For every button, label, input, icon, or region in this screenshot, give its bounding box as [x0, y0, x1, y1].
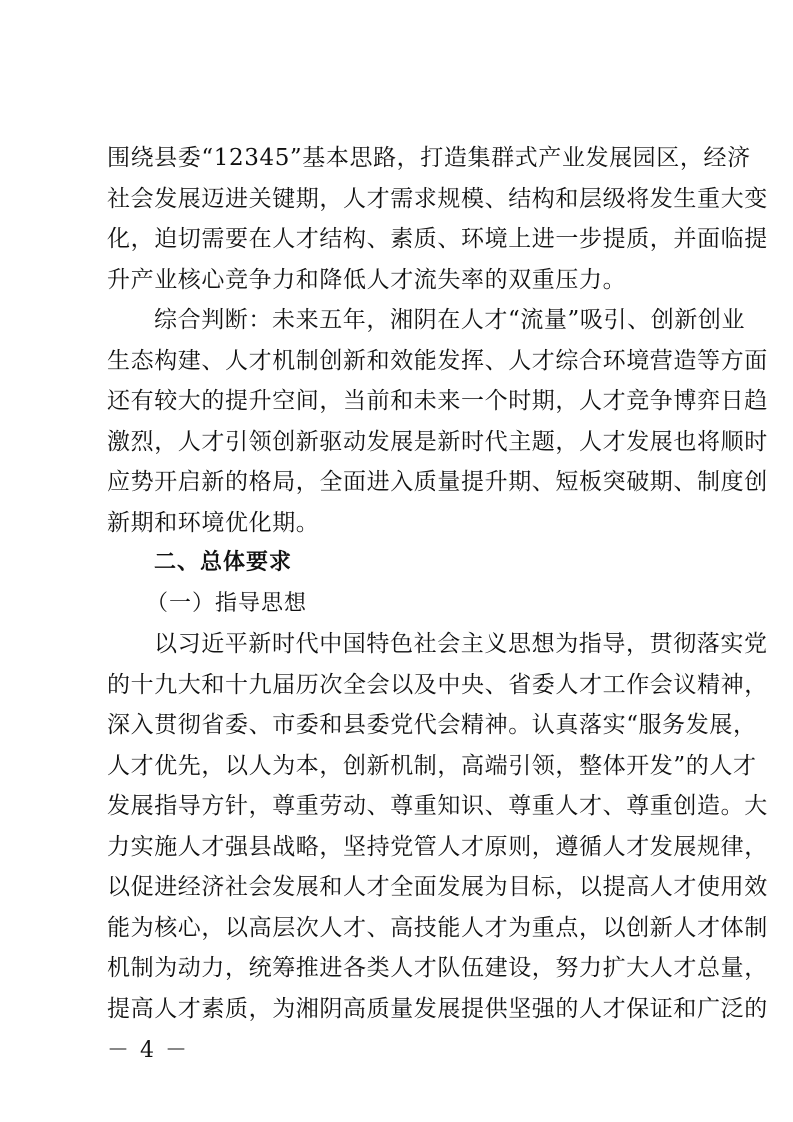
paragraph-line: 围绕县委“12345”基本思路，打造集群式产业发展园区，经济	[107, 145, 751, 171]
paragraph-line: 还有较大的提升空间，当前和未来一个时期，人才竞争博弈日趋	[107, 388, 768, 414]
page-number: － 4 －	[107, 1038, 189, 1063]
paragraph-line: 力实施人才强县战略，坚持党管人才原则，遵循人才发展规律，	[107, 834, 768, 860]
paragraph-line: 应势开启新的格局，全面进入质量提升期、短板突破期、制度创	[107, 469, 768, 495]
paragraph-line: 以习近平新时代中国特色社会主义思想为指导，贯彻落实党	[154, 631, 768, 657]
paragraph-line: 新期和环境优化期。	[107, 510, 320, 536]
paragraph-line: 人才优先，以人为本，创新机制，高端引领，整体开发”的人才	[107, 753, 757, 779]
paragraph-line: 能为核心，以高层次人才、高技能人才为重点，以创新人才体制	[107, 915, 768, 941]
paragraph-line: 社会发展迈进关键期，人才需求规模、结构和层级将发生重大变	[107, 186, 768, 212]
paragraph-line: 激烈，人才引领创新驱动发展是新时代主题，人才发展也将顺时	[107, 429, 768, 455]
paragraph-line: 以促进经济社会发展和人才全面发展为目标，以提高人才使用效	[107, 874, 768, 900]
paragraph-line: 升产业核心竞争力和降低人才流失率的双重压力。	[107, 267, 627, 293]
paragraph-line: 化，迫切需要在人才结构、素质、环境上进一步提质，并面临提	[107, 226, 768, 252]
paragraph-line: 深入贯彻省委、市委和县委党代会精神。认真落实“服务发展，	[107, 712, 757, 738]
section-heading: 二、总体要求	[154, 550, 293, 575]
paragraph-line: 发展指导方针，尊重劳动、尊重知识、尊重人才、尊重创造。大	[107, 793, 768, 819]
paragraph-line: 机制为动力，统筹推进各类人才队伍建设，努力扩大人才总量，	[107, 955, 768, 981]
subsection-heading: （一）指导思想	[146, 591, 308, 616]
paragraph-line: 的十九大和十九届历次全会以及中央、省委人才工作会议精神，	[107, 672, 768, 698]
paragraph-line: 综合判断：未来五年，湘阴在人才“流量”吸引、创新创业	[154, 307, 746, 333]
paragraph-line: 提高人才素质，为湘阴高质量发展提供坚强的人才保证和广泛的	[107, 996, 768, 1022]
paragraph-line: 生态构建、人才机制创新和效能发挥、人才综合环境营造等方面	[107, 348, 768, 374]
